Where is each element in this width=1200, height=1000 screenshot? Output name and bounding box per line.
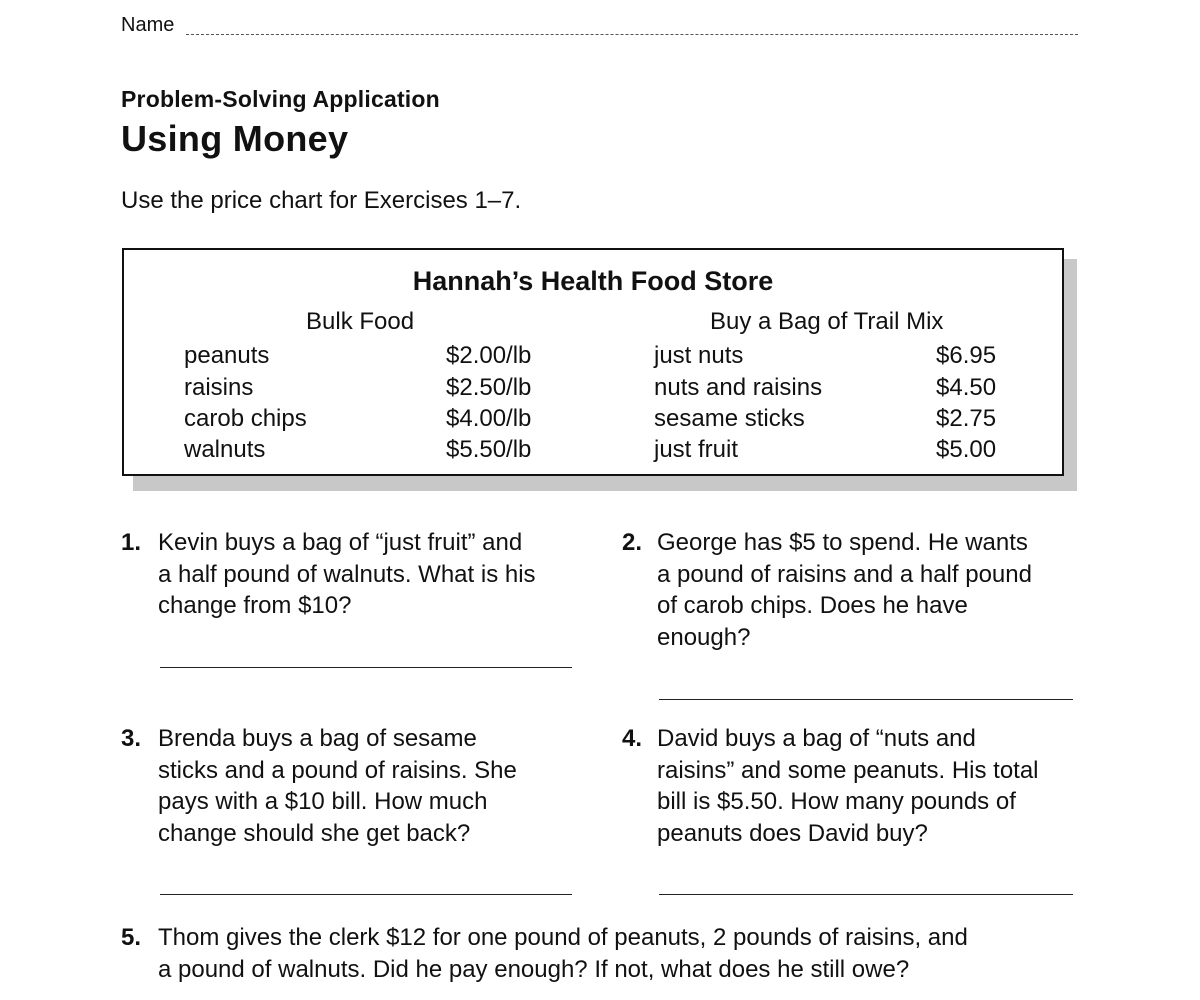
problem-text [657,527,1032,653]
trail-mix-item-price: $2.75 [936,405,997,432]
problem-2-answer-line[interactable] [659,699,1073,700]
problem-line: raisins” and some peanuts. His total [657,756,1039,784]
problem-2 [622,527,1092,657]
section-label: Problem-Solving Application [121,86,440,112]
problem-4-answer-line[interactable] [659,894,1073,895]
problem-line: a half pound of walnuts. What is his [158,560,536,588]
bulk-item-price: $2.00/lb [446,342,532,369]
trail-mix-item-name: just nuts [654,342,744,369]
trail-mix-item-name: sesame sticks [654,405,805,432]
bulk-item-name: walnuts [184,436,266,463]
problem-number: 4. [622,725,643,752]
problem-4 [622,723,1092,853]
problem-line: a pound of walnuts. Did he pay enough? If not, what does he still owe? [158,955,910,983]
problem-line: a pound of raisins and a half pound [657,560,1032,588]
bulk-food-heading: Bulk Food [306,308,415,335]
trail-mix-item-name: just fruit [654,436,739,463]
problem-line: Kevin buys a bag of “just fruit” and [158,529,523,556]
problem-line: pays with a $10 bill. How much [158,788,488,815]
problem-1 [121,527,591,657]
trail-mix-item-price: $6.95 [936,342,997,369]
problem-line: change from $10? [158,592,352,619]
problem-3 [121,723,591,853]
problem-line: bill is $5.50. How many pounds of [657,788,1016,815]
problem-line: peanuts does David buy? [657,819,928,847]
name-answer-line[interactable] [186,34,1078,35]
trail-mix-item-name: nuts and raisins [654,374,823,401]
bulk-item-price: $5.50/lb [446,436,532,463]
problem-line: of carob chips. Does he have [657,592,968,619]
bulk-item-price: $4.00/lb [446,405,532,432]
problem-text [158,723,517,849]
bulk-item-price: $2.50/lb [446,374,532,401]
trail-mix-item-price: $4.50 [936,374,997,401]
problem-number: 1. [121,529,142,556]
problem-5 [121,922,1121,992]
bulk-item-name: peanuts [184,342,270,369]
problem-line: sticks and a pound of raisins. She [158,756,517,784]
instructions: Use the price chart for Exercises 1–7. [121,187,522,214]
problem-text [158,922,968,985]
bulk-item-name: raisins [184,374,254,401]
name-label: Name [121,14,175,36]
problem-line: change should she get back? [158,819,471,847]
problem-text [158,527,536,622]
page-title: Using Money [121,118,349,159]
problem-line: George has $5 to spend. He wants [657,529,1028,556]
problem-line: enough? [657,623,751,651]
problem-number: 2. [622,529,643,556]
problem-1-answer-line[interactable] [160,667,572,668]
problem-number: 3. [121,725,142,752]
price-chart-title: Hannah’s Health Food Store [412,266,774,296]
problem-line: Brenda buys a bag of sesame [158,725,477,752]
problem-3-answer-line[interactable] [160,894,572,895]
problem-line: Thom gives the clerk $12 for one pound of peanuts, 2 pounds of raisins, and [158,924,968,951]
bulk-item-name: carob chips [184,405,307,432]
problem-text [657,723,1039,849]
trail-mix-heading: Buy a Bag of Trail Mix [710,308,944,335]
price-chart [122,248,1064,476]
trail-mix-item-price: $5.00 [936,436,997,463]
problem-line: David buys a bag of “nuts and [657,725,976,752]
problem-number: 5. [121,924,142,951]
